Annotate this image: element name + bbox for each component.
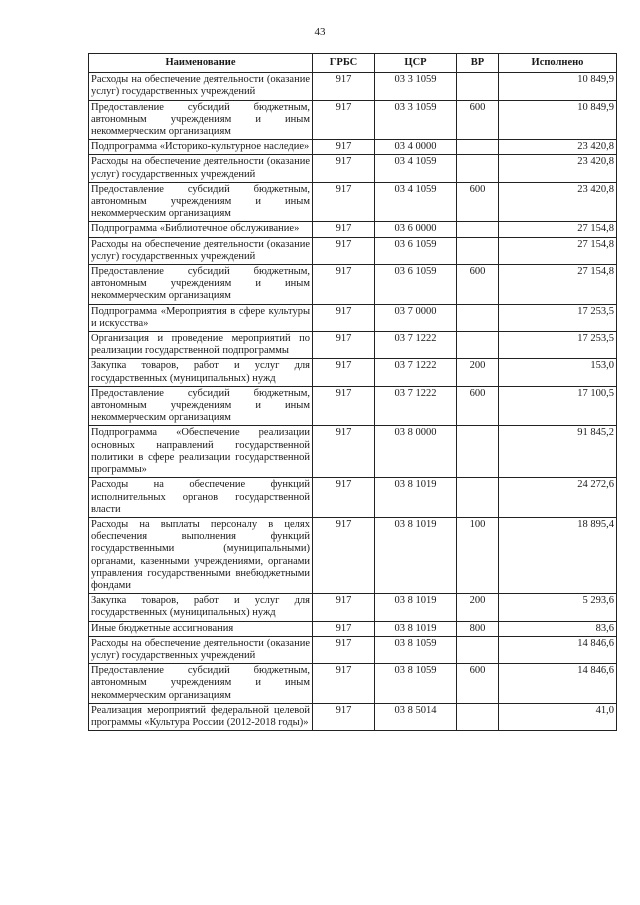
cell-csr: 03 6 1059: [375, 237, 457, 264]
cell-grbs: 917: [313, 426, 375, 478]
cell-executed: 27 154,8: [499, 237, 617, 264]
cell-name: Подпрограмма «Обеспечение реализации основных направлений государственной политики в сфере реализации государственной программы»: [89, 426, 313, 478]
cell-name: Расходы на обеспечение функций исполнительных органов государственной власти: [89, 478, 313, 518]
cell-grbs: 917: [313, 664, 375, 704]
cell-vr: [457, 73, 499, 100]
page-number: 43: [314, 26, 326, 38]
cell-grbs: 917: [313, 517, 375, 593]
cell-executed: 10 849,9: [499, 73, 617, 100]
cell-executed: 5 293,6: [499, 594, 617, 621]
cell-vr: 600: [457, 664, 499, 704]
cell-csr: 03 8 1019: [375, 594, 457, 621]
cell-grbs: 917: [313, 73, 375, 100]
cell-name: Предоставление субсидий бюджетным, автономным учреждениям и иным некоммерческим организациям: [89, 182, 313, 222]
cell-csr: 03 8 1059: [375, 664, 457, 704]
cell-name: Расходы на обеспечение деятельности (оказание услуг) государственных учреждений: [89, 636, 313, 663]
cell-csr: 03 3 1059: [375, 100, 457, 140]
cell-executed: 14 846,6: [499, 664, 617, 704]
header-name: Наименование: [89, 54, 313, 73]
cell-vr: [457, 222, 499, 237]
table-row: [89, 621, 617, 636]
cell-grbs: 917: [313, 140, 375, 155]
cell-name: Расходы на обеспечение деятельности (оказание услуг) государственных учреждений: [89, 73, 313, 100]
cell-grbs: 917: [313, 636, 375, 663]
cell-vr: [457, 237, 499, 264]
cell-grbs: 917: [313, 359, 375, 386]
cell-executed: 18 895,4: [499, 517, 617, 593]
cell-csr: 03 7 1222: [375, 359, 457, 386]
cell-name: Расходы на выплаты персоналу в целях обеспечения выполнения функций государственными (муниципальными) органами, казенными учреждениями, органами управления государственными внебюджетными фондами: [89, 517, 313, 593]
table-row: [89, 155, 617, 182]
table-row: [89, 386, 617, 426]
cell-executed: 23 420,8: [499, 182, 617, 222]
cell-grbs: 917: [313, 237, 375, 264]
cell-csr: 03 8 1059: [375, 636, 457, 663]
cell-name: Предоставление субсидий бюджетным, автономным учреждениям и иным некоммерческим организациям: [89, 265, 313, 305]
cell-vr: 200: [457, 359, 499, 386]
cell-csr: 03 7 1222: [375, 332, 457, 359]
cell-csr: 03 7 1222: [375, 386, 457, 426]
cell-executed: 17 100,5: [499, 386, 617, 426]
table-row: [89, 304, 617, 331]
table-row: [89, 517, 617, 593]
cell-executed: 153,0: [499, 359, 617, 386]
table-row: [89, 478, 617, 518]
cell-name: Организация и проведение мероприятий по реализации государственной подпрограммы: [89, 332, 313, 359]
cell-vr: 600: [457, 265, 499, 305]
cell-name: Иные бюджетные ассигнования: [89, 621, 313, 636]
cell-vr: [457, 703, 499, 730]
header-grbs: ГРБС: [313, 54, 375, 73]
table-row: [89, 426, 617, 478]
cell-grbs: 917: [313, 386, 375, 426]
cell-name: Подпрограмма «Мероприятия в сфере культуры и искусства»: [89, 304, 313, 331]
cell-name: Предоставление субсидий бюджетным, автономным учреждениям и иным некоммерческим организациям: [89, 100, 313, 140]
cell-csr: 03 8 0000: [375, 426, 457, 478]
cell-csr: 03 8 1019: [375, 478, 457, 518]
table-row: [89, 594, 617, 621]
cell-executed: 27 154,8: [499, 265, 617, 305]
cell-vr: 600: [457, 100, 499, 140]
table-header-row: [89, 54, 617, 73]
cell-name: Закупка товаров, работ и услуг для государственных (муниципальных) нужд: [89, 594, 313, 621]
cell-vr: 200: [457, 594, 499, 621]
cell-vr: [457, 140, 499, 155]
cell-executed: 23 420,8: [499, 155, 617, 182]
cell-csr: 03 4 0000: [375, 140, 457, 155]
table-row: [89, 359, 617, 386]
table-row: [89, 664, 617, 704]
cell-executed: 41,0: [499, 703, 617, 730]
cell-grbs: 917: [313, 100, 375, 140]
cell-vr: 800: [457, 621, 499, 636]
cell-executed: 17 253,5: [499, 304, 617, 331]
header-executed: Исполнено: [499, 54, 617, 73]
cell-executed: 10 849,9: [499, 100, 617, 140]
cell-csr: 03 4 1059: [375, 182, 457, 222]
cell-vr: [457, 155, 499, 182]
cell-csr: 03 3 1059: [375, 73, 457, 100]
cell-grbs: 917: [313, 703, 375, 730]
cell-csr: 03 4 1059: [375, 155, 457, 182]
cell-grbs: 917: [313, 621, 375, 636]
cell-grbs: 917: [313, 222, 375, 237]
cell-grbs: 917: [313, 304, 375, 331]
cell-executed: 17 253,5: [499, 332, 617, 359]
table-row: [89, 73, 617, 100]
cell-grbs: 917: [313, 155, 375, 182]
cell-grbs: 917: [313, 265, 375, 305]
cell-name: Расходы на обеспечение деятельности (оказание услуг) государственных учреждений: [89, 155, 313, 182]
header-vr: ВР: [457, 54, 499, 73]
cell-vr: [457, 478, 499, 518]
cell-name: Подпрограмма «Историко-культурное наследие»: [89, 140, 313, 155]
table-row: [89, 703, 617, 730]
cell-executed: 27 154,8: [499, 222, 617, 237]
cell-vr: 100: [457, 517, 499, 593]
cell-grbs: 917: [313, 478, 375, 518]
table-row: [89, 100, 617, 140]
cell-executed: 83,6: [499, 621, 617, 636]
cell-vr: [457, 304, 499, 331]
cell-csr: 03 6 1059: [375, 265, 457, 305]
table-row: [89, 182, 617, 222]
cell-csr: 03 8 1019: [375, 621, 457, 636]
table-row: [89, 332, 617, 359]
cell-csr: 03 7 0000: [375, 304, 457, 331]
cell-grbs: 917: [313, 594, 375, 621]
cell-name: Расходы на обеспечение деятельности (оказание услуг) государственных учреждений: [89, 237, 313, 264]
cell-executed: 24 272,6: [499, 478, 617, 518]
cell-name: Предоставление субсидий бюджетным, автономным учреждениям и иным некоммерческим организациям: [89, 664, 313, 704]
table-row: [89, 636, 617, 663]
cell-vr: 600: [457, 386, 499, 426]
cell-grbs: 917: [313, 182, 375, 222]
cell-vr: [457, 332, 499, 359]
table-body: [89, 73, 617, 731]
cell-name: Реализация мероприятий федеральной целевой программы «Культура России (2012-2018 годы)»: [89, 703, 313, 730]
cell-csr: 03 8 1019: [375, 517, 457, 593]
cell-name: Подпрограмма «Библиотечное обслуживание»: [89, 222, 313, 237]
table-row: [89, 265, 617, 305]
cell-executed: 91 845,2: [499, 426, 617, 478]
cell-name: Закупка товаров, работ и услуг для государственных (муниципальных) нужд: [89, 359, 313, 386]
table-row: [89, 140, 617, 155]
cell-vr: [457, 426, 499, 478]
cell-name: Предоставление субсидий бюджетным, автономным учреждениям и иным некоммерческим организациям: [89, 386, 313, 426]
budget-table: [88, 53, 617, 731]
cell-grbs: 917: [313, 332, 375, 359]
cell-vr: 600: [457, 182, 499, 222]
cell-vr: [457, 636, 499, 663]
cell-executed: 14 846,6: [499, 636, 617, 663]
table-row: [89, 222, 617, 237]
cell-executed: 23 420,8: [499, 140, 617, 155]
header-csr: ЦСР: [375, 54, 457, 73]
cell-csr: 03 6 0000: [375, 222, 457, 237]
table-row: [89, 237, 617, 264]
cell-csr: 03 8 5014: [375, 703, 457, 730]
